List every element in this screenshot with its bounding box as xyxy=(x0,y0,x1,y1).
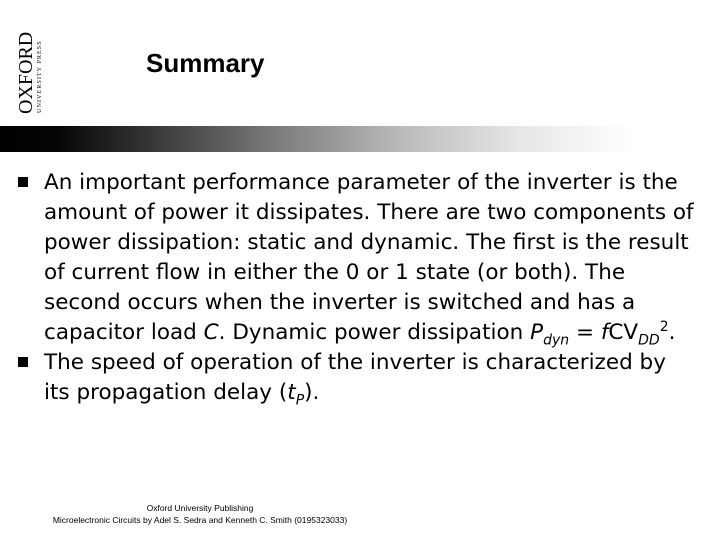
p-subscript: dyn xyxy=(543,332,570,349)
header-gradient-band xyxy=(0,126,720,152)
dynamic-text: . Dynamic power dissipation xyxy=(218,320,531,345)
slide-body xyxy=(18,168,698,408)
bullet-item-power xyxy=(18,168,698,348)
f-symbol: f xyxy=(600,320,609,345)
dd-subscript: DD xyxy=(638,332,660,349)
power-text: An important performance parameter of the inverter is the amount of power it dissipates. There are two components of power dissipation: static and dynamic. The first is the result of current flow in either the 0 or 1 state (or both). The second occurs when the inverter is switched and has a capacitor load xyxy=(44,170,694,345)
slide-title: Summary xyxy=(146,48,265,78)
bullet-text-power xyxy=(44,168,698,348)
p-symbol: P xyxy=(530,320,544,345)
t-symbol: t xyxy=(287,380,296,405)
footer-citation: Microelectronic Circuits by Adel S. Sedra and Kenneth C. Smith (0195323033) xyxy=(52,515,348,525)
footer-publisher: Oxford University Publishing xyxy=(146,503,254,513)
speed-text: The speed of operation of the inverter is characterized by its propagation delay ( xyxy=(44,350,666,405)
logo-subtext: UNIVERSITY PRESS xyxy=(36,40,43,113)
equals-sign: = xyxy=(569,320,601,345)
square-bullet-icon xyxy=(18,357,28,367)
load-symbol: C xyxy=(203,320,219,345)
square-superscript: 2 xyxy=(659,318,669,335)
square-bullet-icon xyxy=(18,177,28,187)
oxford-logo xyxy=(10,10,44,114)
bullet-text-speed xyxy=(44,348,698,408)
speed-end: ). xyxy=(304,380,320,405)
bullet-item-speed xyxy=(18,348,698,408)
logo-brand: OXFORD xyxy=(15,31,37,114)
power-end: . xyxy=(668,320,676,345)
t-subscript: P xyxy=(295,392,305,409)
cv-symbol: CV xyxy=(608,320,639,345)
